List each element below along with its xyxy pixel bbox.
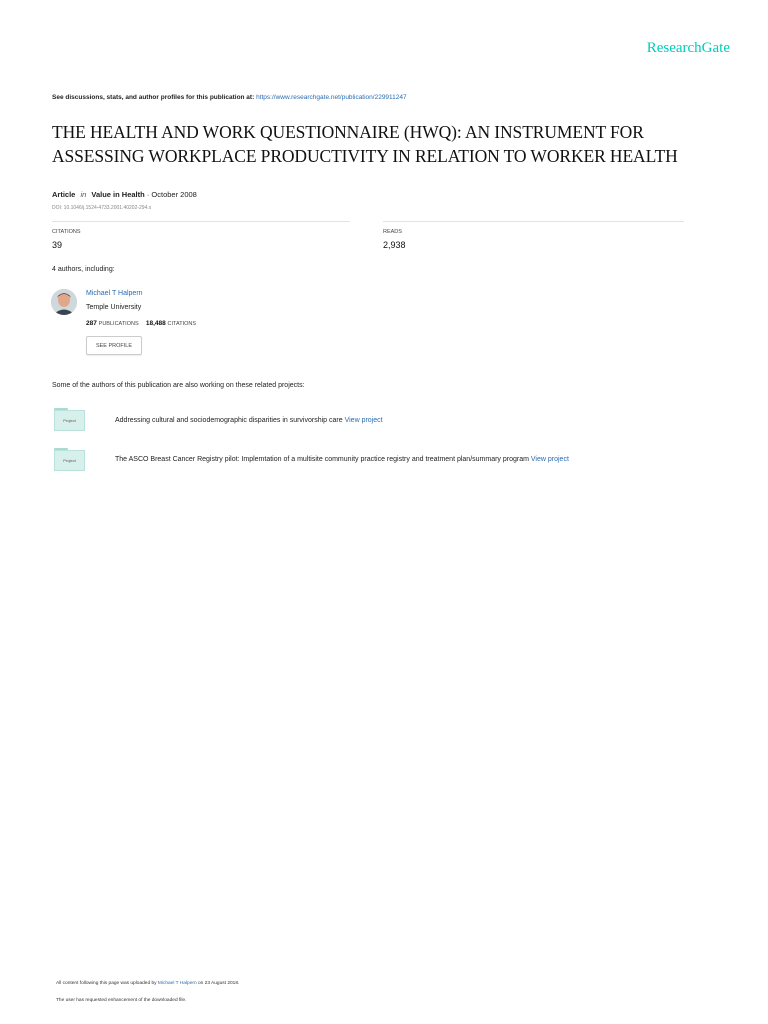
authors-heading: 4 authors, including: <box>52 266 115 273</box>
author-name-link[interactable]: Michael T Halpern <box>86 290 143 297</box>
project-folder-icon[interactable] <box>54 408 84 430</box>
author-publications-label: PUBLICATIONS <box>98 321 139 327</box>
reads-value: 2,938 <box>383 240 406 250</box>
in-label: in <box>80 190 87 199</box>
author-publications-count: 287 <box>86 320 97 327</box>
related-projects-heading: Some of the authors of this publication are also working on these related projects: <box>52 382 305 389</box>
author-portrait-icon <box>51 289 77 315</box>
view-project-link[interactable]: View project <box>344 417 383 424</box>
citations-divider <box>52 221 350 222</box>
publication-meta <box>52 190 197 199</box>
author-avatar[interactable] <box>51 289 77 315</box>
project-title: Addressing cultural and sociodemographic disparities in survivorship care <box>115 417 343 424</box>
view-project-link[interactable]: View project <box>530 456 569 463</box>
upload-note-prefix: All content following this page was uploaded by <box>56 981 157 986</box>
project-item <box>115 456 569 463</box>
enhancement-note: The user has requested enhancement of the downloaded file. <box>56 998 187 1003</box>
project-item <box>115 417 383 424</box>
author-stats <box>86 320 196 327</box>
publication-date: · October 2008 <box>146 190 197 199</box>
project-title: The ASCO Breast Cancer Registry pilot: Implemtation of a multisite community practice registry and treatment plan/summary program <box>115 456 529 463</box>
citations-value: 39 <box>52 240 63 250</box>
publication-url-link[interactable]: https://www.researchgate.net/publication/229911247 <box>256 94 407 101</box>
citations-label: CITATIONS <box>52 229 81 235</box>
journal-name[interactable]: Value in Health <box>91 190 145 199</box>
author-institution: Temple University <box>86 304 142 311</box>
doi[interactable]: DOI: 10.1046/j.1524-4733.2001.40202-294.x <box>52 205 152 211</box>
title-line-1: THE HEALTH AND WORK QUESTIONNAIRE (HWQ): AN INSTRUMENT FOR <box>52 122 644 142</box>
upload-note-suffix: on 23 August 2018. <box>197 981 240 986</box>
reads-label: READS <box>383 229 402 235</box>
title-line-2: ASSESSING WORKPLACE PRODUCTIVITY IN RELATION TO WORKER HEALTH <box>52 146 678 166</box>
uploader-link[interactable]: Michael T Halpern <box>157 981 197 986</box>
author-citations-count: 18,488 <box>145 320 166 327</box>
folder-badge: Project <box>54 410 85 431</box>
article-type: Article <box>52 190 76 199</box>
discussion-note-text: See discussions, stats, and author profiles for this publication at: <box>52 94 255 101</box>
publication-title <box>52 120 732 168</box>
author-citations-label: CITATIONS <box>167 321 197 327</box>
folder-badge: Project <box>54 450 85 471</box>
project-folder-icon[interactable] <box>54 448 84 470</box>
upload-note <box>56 981 239 986</box>
discussion-note <box>52 94 407 101</box>
see-profile-button[interactable]: SEE PROFILE <box>86 336 142 355</box>
reads-divider <box>383 221 684 222</box>
researchgate-logo[interactable]: ResearchGate <box>646 40 730 56</box>
